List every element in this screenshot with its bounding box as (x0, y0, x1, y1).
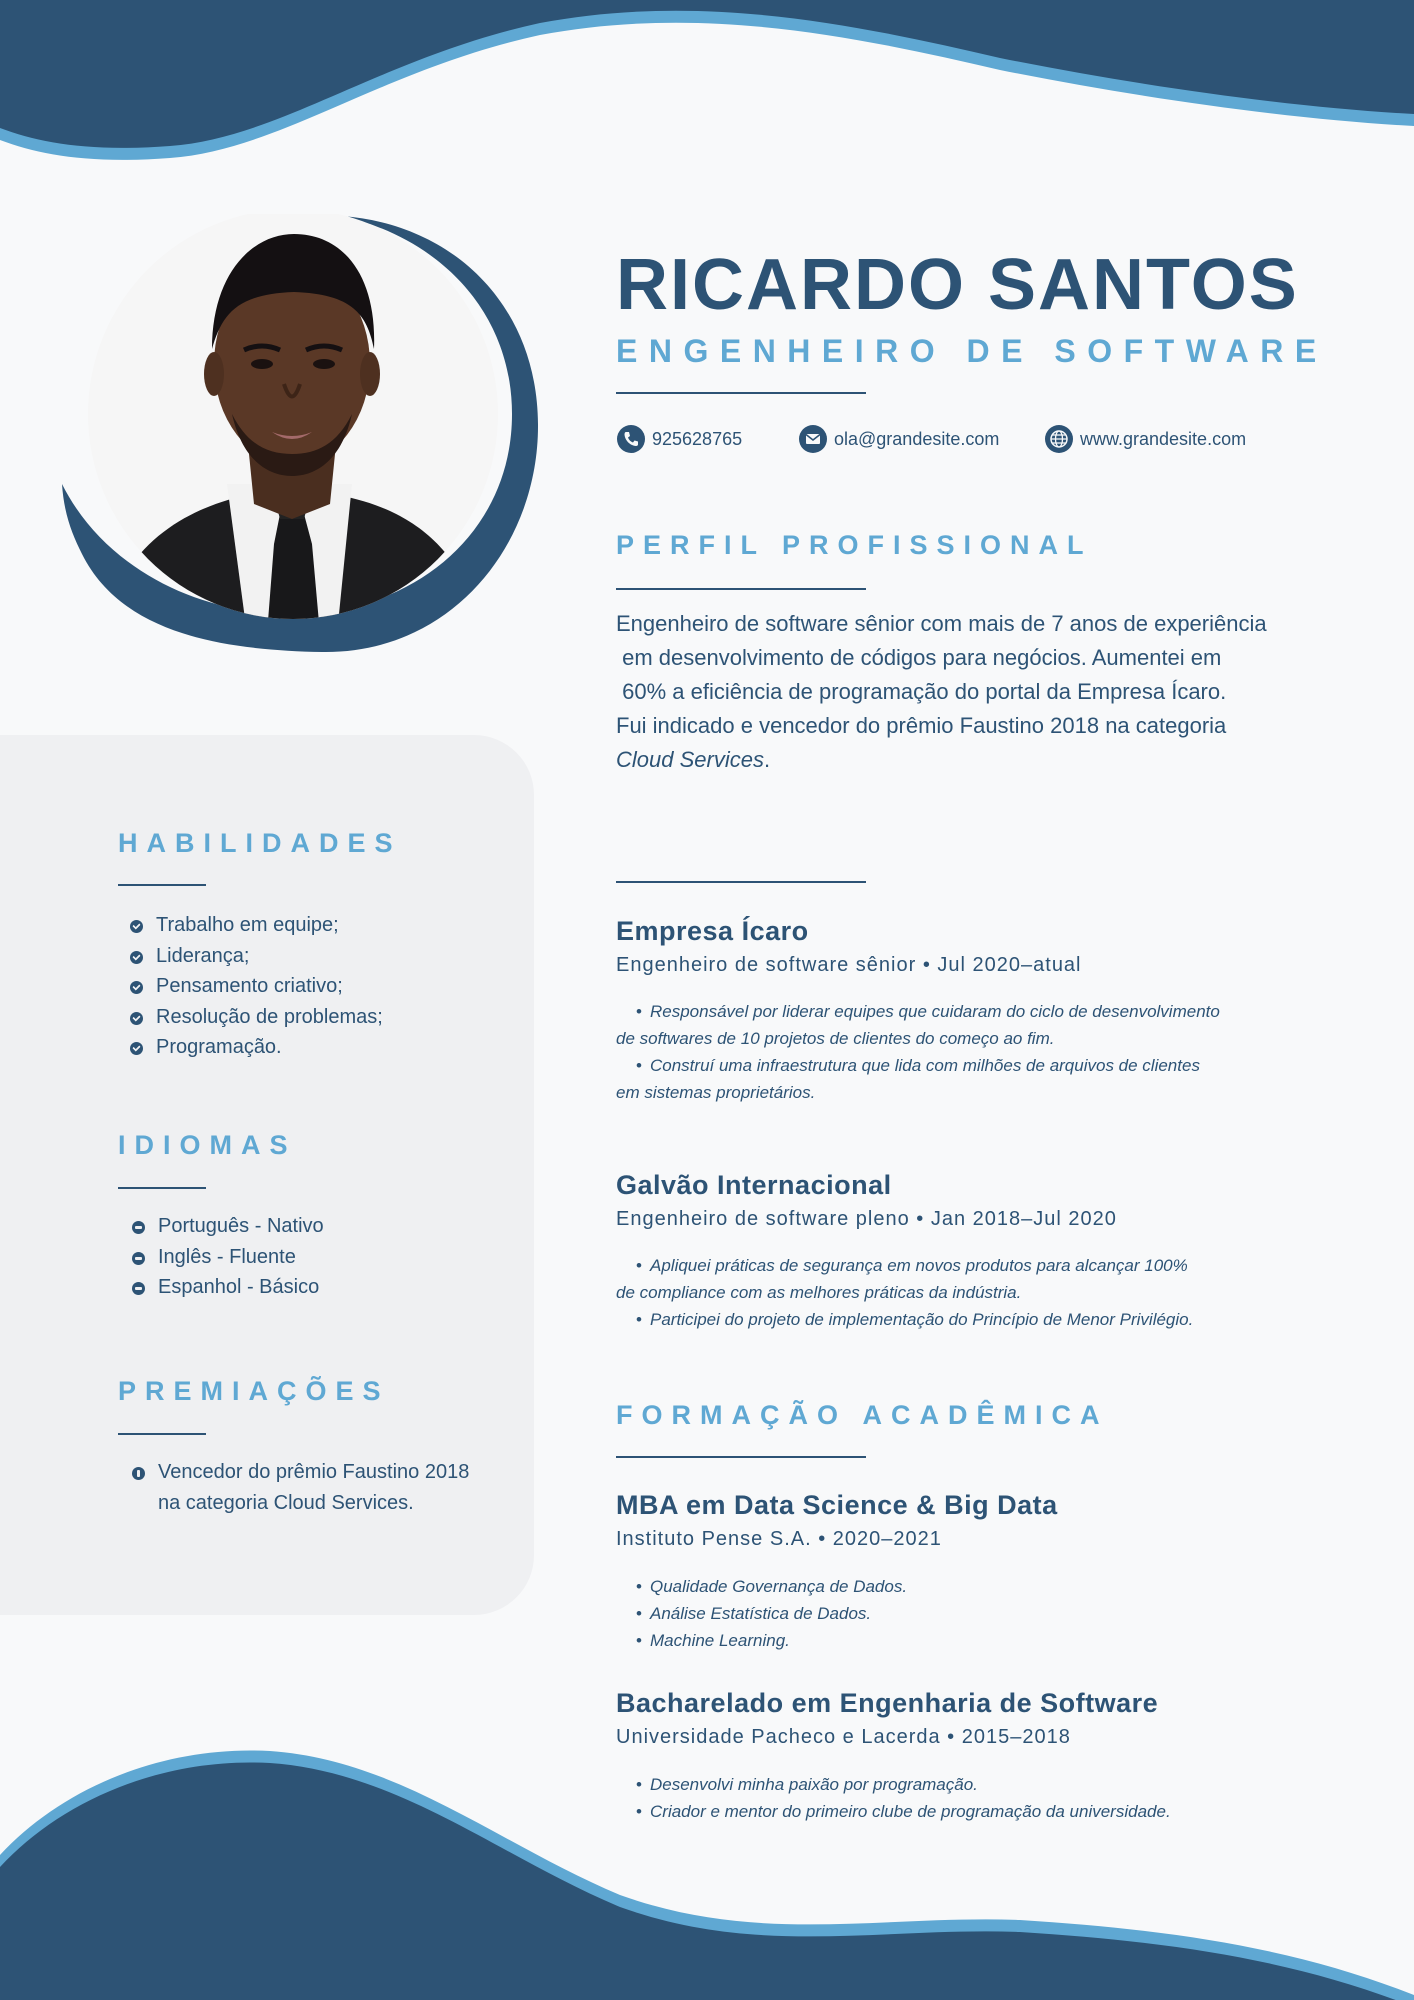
bullet-line: de compliance com as melhores práticas da indústria. (616, 1283, 1022, 1302)
list-item (130, 1272, 324, 1303)
language-text: Português - Nativo (158, 1215, 324, 1237)
profile-heading: PERFIL PROFISSIONAL (616, 530, 1093, 560)
phone-text: 925628765 (652, 428, 743, 449)
education-divider (616, 1456, 866, 1458)
check-icon (130, 1042, 143, 1055)
education-subtitle: Instituto Pense S.A. • 2020–2021 (616, 1528, 942, 1550)
profile-line: 60% a eficiência de programação do portal da Empresa Ícaro. (616, 679, 1227, 704)
skill-text: Resolução de problemas; (156, 1005, 383, 1028)
bullet-line: em sistemas proprietários. (616, 1083, 816, 1102)
list-item (128, 910, 383, 941)
skills-divider (118, 884, 206, 886)
check-icon (130, 920, 143, 933)
candidate-name: RICARDO SANTOS (616, 245, 1299, 325)
job-subtitle: Engenheiro de software pleno • Jan 2018–Jul 2020 (616, 1208, 1117, 1230)
bullet-line: • Apliquei práticas de segurança em novos produtos para alcançar 100% (616, 1252, 1256, 1279)
check-icon (130, 1012, 143, 1025)
check-icon (130, 951, 143, 964)
job-bullets (616, 1252, 1256, 1333)
awards-heading: PREMIAÇÕES (118, 1376, 390, 1406)
skills-heading: HABILIDADES (118, 828, 402, 858)
contact-email[interactable] (798, 424, 999, 454)
languages-divider (118, 1187, 206, 1189)
profile-divider (616, 588, 866, 590)
profile-summary (616, 607, 1296, 777)
minus-circle-icon (132, 1282, 145, 1295)
profile-line: Fui indicado e vencedor do prêmio Faustino 2018 na categoria (616, 713, 1227, 738)
languages-heading: IDIOMAS (118, 1130, 297, 1160)
skills-list (128, 910, 383, 1063)
bullet-line: • Desenvolvi minha paixão por programação. (616, 1771, 1256, 1798)
job-subtitle: Engenheiro de software sênior • Jul 2020–atual (616, 954, 1082, 976)
check-icon (130, 981, 143, 994)
candidate-job-title: ENGENHEIRO DE SOFTWARE (616, 333, 1328, 369)
skill-text: Liderança; (156, 944, 250, 967)
list-item (128, 941, 383, 972)
list-item (130, 1211, 324, 1242)
bullet-line: • Criador e mentor do primeiro clube de programação da universidade. (616, 1798, 1256, 1825)
phone-icon (616, 424, 646, 454)
list-item (130, 1242, 324, 1273)
list-item (128, 1002, 383, 1033)
profile-line-suffix: . (763, 747, 771, 772)
education-degree: Bacharelado em Engenharia de Software (616, 1688, 1159, 1718)
award-text: na categoria Cloud Services. (158, 1491, 414, 1514)
language-text: Inglês - Fluente (158, 1245, 296, 1268)
contact-website[interactable] (1044, 424, 1246, 454)
bullet-line: • Responsável por liderar equipes que cuidaram do ciclo de desenvolvimento (616, 998, 1256, 1025)
skill-text: Trabalho em equipe; (156, 914, 339, 936)
website-text: www.grandesite.com (1080, 428, 1247, 449)
education-degree: MBA em Data Science & Big Data (616, 1490, 1058, 1520)
email-text: ola@grandesite.com (834, 428, 1000, 449)
education-heading: FORMAÇÃO ACADÊMICA (616, 1400, 1109, 1430)
info-circle-icon (132, 1467, 145, 1480)
skill-text: Pensamento criativo; (156, 975, 343, 997)
profile-italic-text: Cloud Services (616, 747, 764, 772)
languages-list (130, 1211, 324, 1303)
minus-circle-icon (132, 1252, 145, 1265)
job-bullets (616, 998, 1256, 1106)
contact-phone[interactable] (616, 424, 742, 454)
bullet-line: • Machine Learning. (616, 1627, 1256, 1654)
bullet-line: • Análise Estatística de Dados. (616, 1600, 1256, 1627)
education-subtitle: Universidade Pacheco e Lacerda • 2015–2018 (616, 1726, 1071, 1748)
awards-list (130, 1457, 469, 1518)
language-text: Espanhol - Básico (158, 1276, 320, 1298)
education-bullets (616, 1573, 1256, 1654)
list-item (130, 1457, 469, 1488)
award-text: Vencedor do prêmio Faustino 2018 (158, 1461, 470, 1483)
bullet-line: • Construí uma infraestrutura que lida com milhões de arquivos de clientes (616, 1052, 1256, 1079)
skill-text: Programação. (156, 1036, 282, 1058)
profile-line: em desenvolvimento de códigos para negócios. Aumentei em (616, 645, 1222, 670)
top-wave-decoration (0, 0, 1414, 175)
globe-icon (1044, 424, 1074, 454)
list-item (128, 1032, 383, 1063)
job-company: Galvão Internacional (616, 1170, 892, 1200)
experience-divider (616, 881, 866, 883)
envelope-icon (798, 424, 828, 454)
list-item (130, 1488, 469, 1519)
education-bullets (616, 1771, 1256, 1825)
bullet-line: • Qualidade Governança de Dados. (616, 1573, 1256, 1600)
profile-line: Engenheiro de software sênior com mais de 7 anos de experiência (616, 611, 1267, 636)
minus-circle-icon (132, 1221, 145, 1234)
bullet-line: de softwares de 10 projetos de clientes do começo ao fim. (616, 1029, 1055, 1048)
title-divider (616, 392, 866, 394)
awards-divider (118, 1433, 206, 1435)
list-item (128, 971, 383, 1002)
bullet-line: • Participei do projeto de implementação do Princípio de Menor Privilégio. (616, 1306, 1256, 1333)
job-company: Empresa Ícaro (616, 916, 809, 946)
profile-photo (62, 214, 540, 654)
